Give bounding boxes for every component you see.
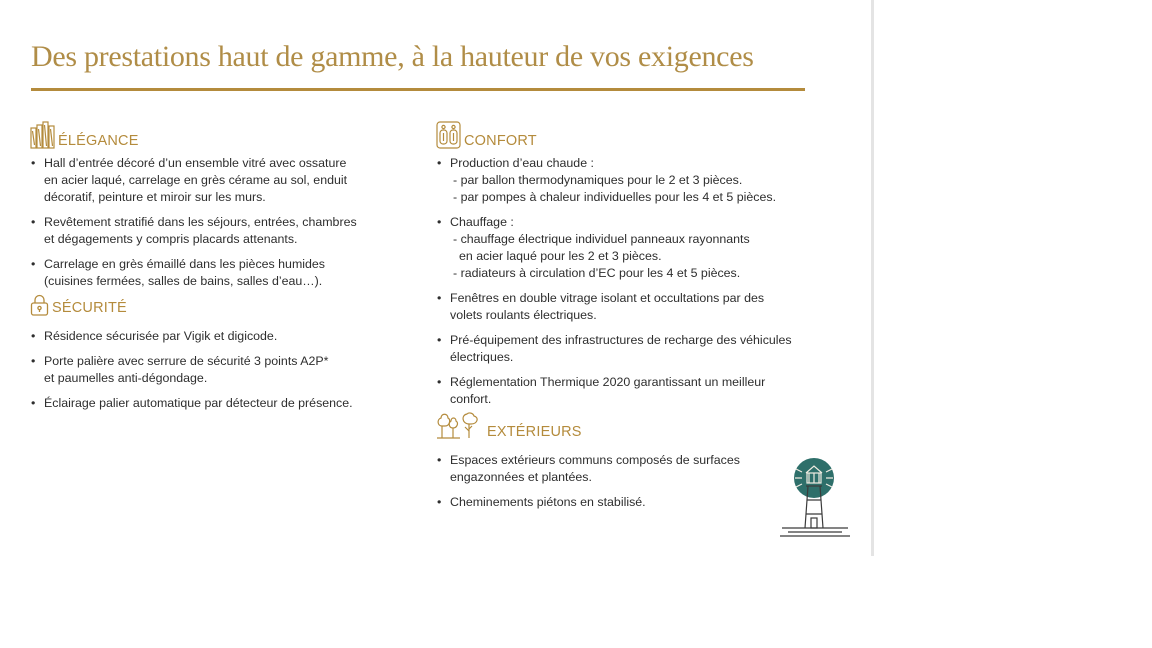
section-heading bbox=[436, 118, 816, 149]
exterieurs-list bbox=[436, 452, 816, 511]
section-heading bbox=[30, 118, 410, 149]
list-item: • Résidence sécurisée par Vigik et digicode. bbox=[30, 328, 410, 345]
section-heading bbox=[30, 292, 410, 316]
section-elegance bbox=[30, 118, 410, 290]
section-securite bbox=[30, 292, 410, 412]
page-edge-divider bbox=[871, 0, 874, 556]
list-item: • Carrelage en grès émaillé dans les pièces humides (cuisines fermées, salles de bains, salles d’eau…). bbox=[30, 256, 410, 290]
radiator-icon bbox=[436, 121, 461, 149]
list-item: • Hall d’entrée décoré d’un ensemble vitré avec ossature en acier laqué, carrelage en grès cérame au sol, enduit décoratif, peinture et miroir sur les murs. bbox=[30, 155, 410, 206]
list-item: • Fenêtres en double vitrage isolant et occultations par des volets roulants électriques. bbox=[436, 290, 816, 324]
trees-icon bbox=[436, 412, 484, 440]
list-item: • Pré-équipement des infrastructures de recharge des véhicules électriques. bbox=[436, 332, 816, 366]
confort-list bbox=[436, 155, 816, 408]
lighthouse-icon bbox=[778, 456, 852, 545]
padlock-icon bbox=[30, 294, 49, 316]
section-heading bbox=[436, 410, 816, 440]
list-item: • Éclairage palier automatique par détecteur de présence. bbox=[30, 395, 410, 412]
section-heading-label: SÉCURITÉ bbox=[52, 300, 127, 316]
list-item: • Production d’eau chaude : - par ballon thermodynamiques pour le 2 et 3 pièces. - par pompes à chaleur individuelles pour les 4 et 5 pièces. bbox=[436, 155, 816, 206]
list-item: • Cheminements piétons en stabilisé. bbox=[436, 494, 816, 511]
right-column bbox=[436, 118, 816, 519]
securite-list bbox=[30, 328, 410, 412]
list-item: • Réglementation Thermique 2020 garantissant un meilleur confort. bbox=[436, 374, 816, 408]
list-item: • Revêtement stratifié dans les séjours, entrées, chambres et dégagements y compris placards attenants. bbox=[30, 214, 410, 248]
section-heading-label: EXTÉRIEURS bbox=[487, 424, 582, 440]
title-underline bbox=[31, 88, 805, 91]
wood-panels-icon bbox=[30, 121, 55, 149]
list-item: • Chauffage : - chauffage électrique individuel panneaux rayonnants en acier laqué pour les 2 et 3 pièces. - radiateurs à circulation d’EC pour les 4 et 5 pièces. bbox=[436, 214, 816, 282]
section-confort bbox=[436, 118, 816, 408]
section-heading-label: ÉLÉGANCE bbox=[58, 133, 139, 149]
page-title: Des prestations haut de gamme, à la hauteur de vos exigences bbox=[31, 40, 754, 73]
left-column bbox=[30, 118, 410, 420]
section-exterieurs bbox=[436, 410, 816, 511]
elegance-list bbox=[30, 155, 410, 290]
section-heading-label: CONFORT bbox=[464, 133, 537, 149]
list-item: • Porte palière avec serrure de sécurité 3 points A2P* et paumelles anti-dégondage. bbox=[30, 353, 410, 387]
list-item: • Espaces extérieurs communs composés de surfaces engazonnées et plantées. bbox=[436, 452, 816, 486]
